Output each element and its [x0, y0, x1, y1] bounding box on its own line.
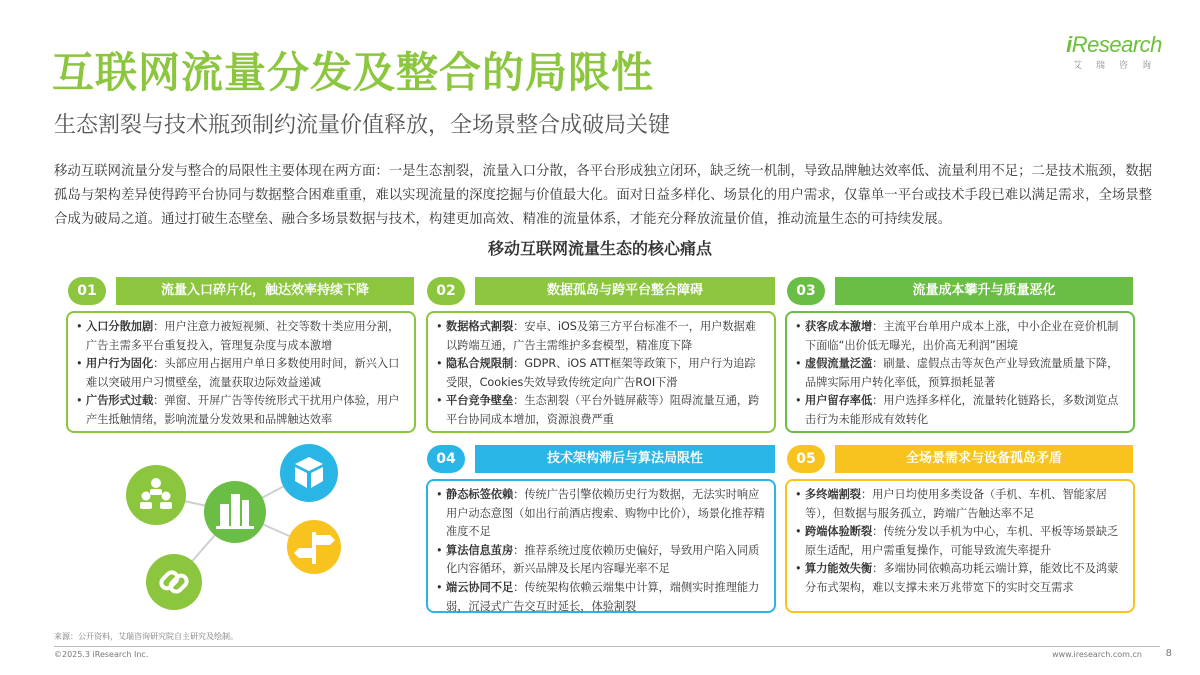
list-item: • 隐私合规限制：GDPR、iOS ATT框架等政策下，用户行为追踪受限，Cookies失效导致传统定向广告ROI下滑 [446, 355, 766, 392]
list-item: • 入口分散加剧：用户注意力被短视频、社交等数十类应用分割，广告主需多平台重复投入，管理复杂度与成本激增 [86, 318, 406, 355]
card-05-body [785, 479, 1135, 613]
link-icon [146, 554, 202, 610]
footer-divider [54, 646, 1160, 647]
cube-icon [280, 444, 338, 502]
copyright: ©2025.3 iResearch Inc. [54, 650, 149, 659]
people-icon [126, 465, 186, 525]
section-title: 移动互联网流量生态的核心痛点 [487, 239, 712, 258]
card-title: 全场景需求与设备孤岛矛盾 [835, 445, 1133, 473]
list-item: • 静态标签依赖：传统广告引擎依赖历史行为数据，无法实时响应用户动态意图（如出行前酒店搜索、购物中比价），场景化推荐精准度不足 [446, 486, 766, 542]
card-number: 05 [787, 445, 825, 473]
list-item: • 算法信息茧房：推荐系统过度依赖历史偏好，导致用户陷入同质化内容循环，新兴品牌及长尾内容曝光率不足 [446, 542, 766, 579]
list-item: • 算力能效失衡：多端协同依赖高功耗云端计算，能效比不及鸿蒙分布式架构，难以支撑未来万兆带宽下的实时交互需求 [805, 560, 1125, 597]
card-03-header [787, 277, 1133, 305]
page-number: 8 [1165, 648, 1172, 659]
card-04-body [426, 479, 776, 613]
card-number: 02 [427, 277, 465, 305]
card-05-header [787, 445, 1133, 473]
intro-paragraph: 移动互联网流量分发与整合的局限性主要体现在两方面：一是生态割裂，流量入口分散，各平台形成独立闭环，缺乏统一机制，导致品牌触达效率低、流量利用不足；二是技术瓶颈，数据孤岛与架构差异使得跨平台协同与数据整合困难重重，难以实现流量的深度挖掘与价值最大化。面对日益多样化、场景化的用户需求，仅靠单一平台或技术手段已难以满足需求，全场景整合成为破局之道。通过打破生态壁垒、融合多场景数据与技术，构建更加高效、精准的流量体系，才能充分释放流量价值，推动流量生态的可持续发展。 [54, 164, 1153, 227]
pain-points-illustration [110, 440, 360, 625]
card-04-header [427, 445, 775, 473]
card-01-header [68, 277, 414, 305]
card-title: 流量入口碎片化，触达效率持续下降 [116, 277, 414, 305]
card-02-header [427, 277, 775, 305]
page-subtitle: 生态割裂与技术瓶颈制约流量价值释放，全场景整合成破局关键 [54, 113, 671, 138]
card-title: 数据孤岛与跨平台整合障碍 [475, 277, 775, 305]
signpost-icon [287, 520, 341, 574]
list-item: • 广告形式过载：弹窗、开屏广告等传统形式干扰用户体验，用户产生抵触情绪，影响流量分发效果和品牌触达效率 [86, 392, 406, 429]
card-01-body [66, 311, 416, 433]
card-title: 技术架构滞后与算法局限性 [475, 445, 775, 473]
card-02-body [426, 311, 776, 433]
list-item: • 数据格式割裂：安卓、iOS及第三方平台标准不一，用户数据难以跨端互通，广告主需维护多套模型，精准度下降 [446, 318, 766, 355]
card-number: 01 [68, 277, 106, 305]
list-item: • 平台竞争壁垒：生态割裂（平台外链屏蔽等）阻碍流量互通，跨平台协同成本增加，资源浪费严重 [446, 392, 766, 429]
list-item: • 用户行为固化：头部应用占据用户单日多数使用时间，新兴入口难以突破用户习惯壁垒，流量获取边际效益递减 [86, 355, 406, 392]
iresearch-logo: iResearch 艾瑞咨询 [1066, 32, 1165, 71]
page-title: 互联网流量分发及整合的局限性 [52, 48, 655, 97]
card-number: 04 [427, 445, 465, 473]
list-item: • 跨端体验断裂：传统分发以手机为中心，车机、平板等场景缺乏原生适配，用户需重复操作，可能导致流失率提升 [805, 523, 1125, 560]
card-title: 流量成本攀升与质量恶化 [835, 277, 1133, 305]
list-item: • 获客成本激增：主流平台单用户成本上涨，中小企业在竞价机制下面临“出价低无曝光，出价高无利润”困境 [805, 318, 1125, 355]
list-item: • 多终端割裂：用户日均使用多类设备（手机、车机、智能家居等），但数据与服务孤立，跨端广告触达率不足 [805, 486, 1125, 523]
card-number: 03 [787, 277, 825, 305]
card-03-body [785, 311, 1135, 433]
building-icon [204, 481, 266, 543]
list-item: • 用户留存率低：用户选择多样化，流量转化链路长，多数浏览点击行为未能形成有效转化 [805, 392, 1125, 429]
source-note: 来源：公开资料，艾瑞咨询研究院自主研究及绘制。 [54, 632, 238, 641]
list-item: • 端云协同不足：传统架构依赖云端集中计算，端侧实时推理能力弱，沉浸式广告交互时延长，体验割裂 [446, 579, 766, 616]
website-url: www.iresearch.com.cn [1052, 650, 1142, 659]
list-item: • 虚假流量泛滥：刷量、虚假点击等灰色产业导致流量质量下降，品牌实际用户转化率低，预算损耗显著 [805, 355, 1125, 392]
